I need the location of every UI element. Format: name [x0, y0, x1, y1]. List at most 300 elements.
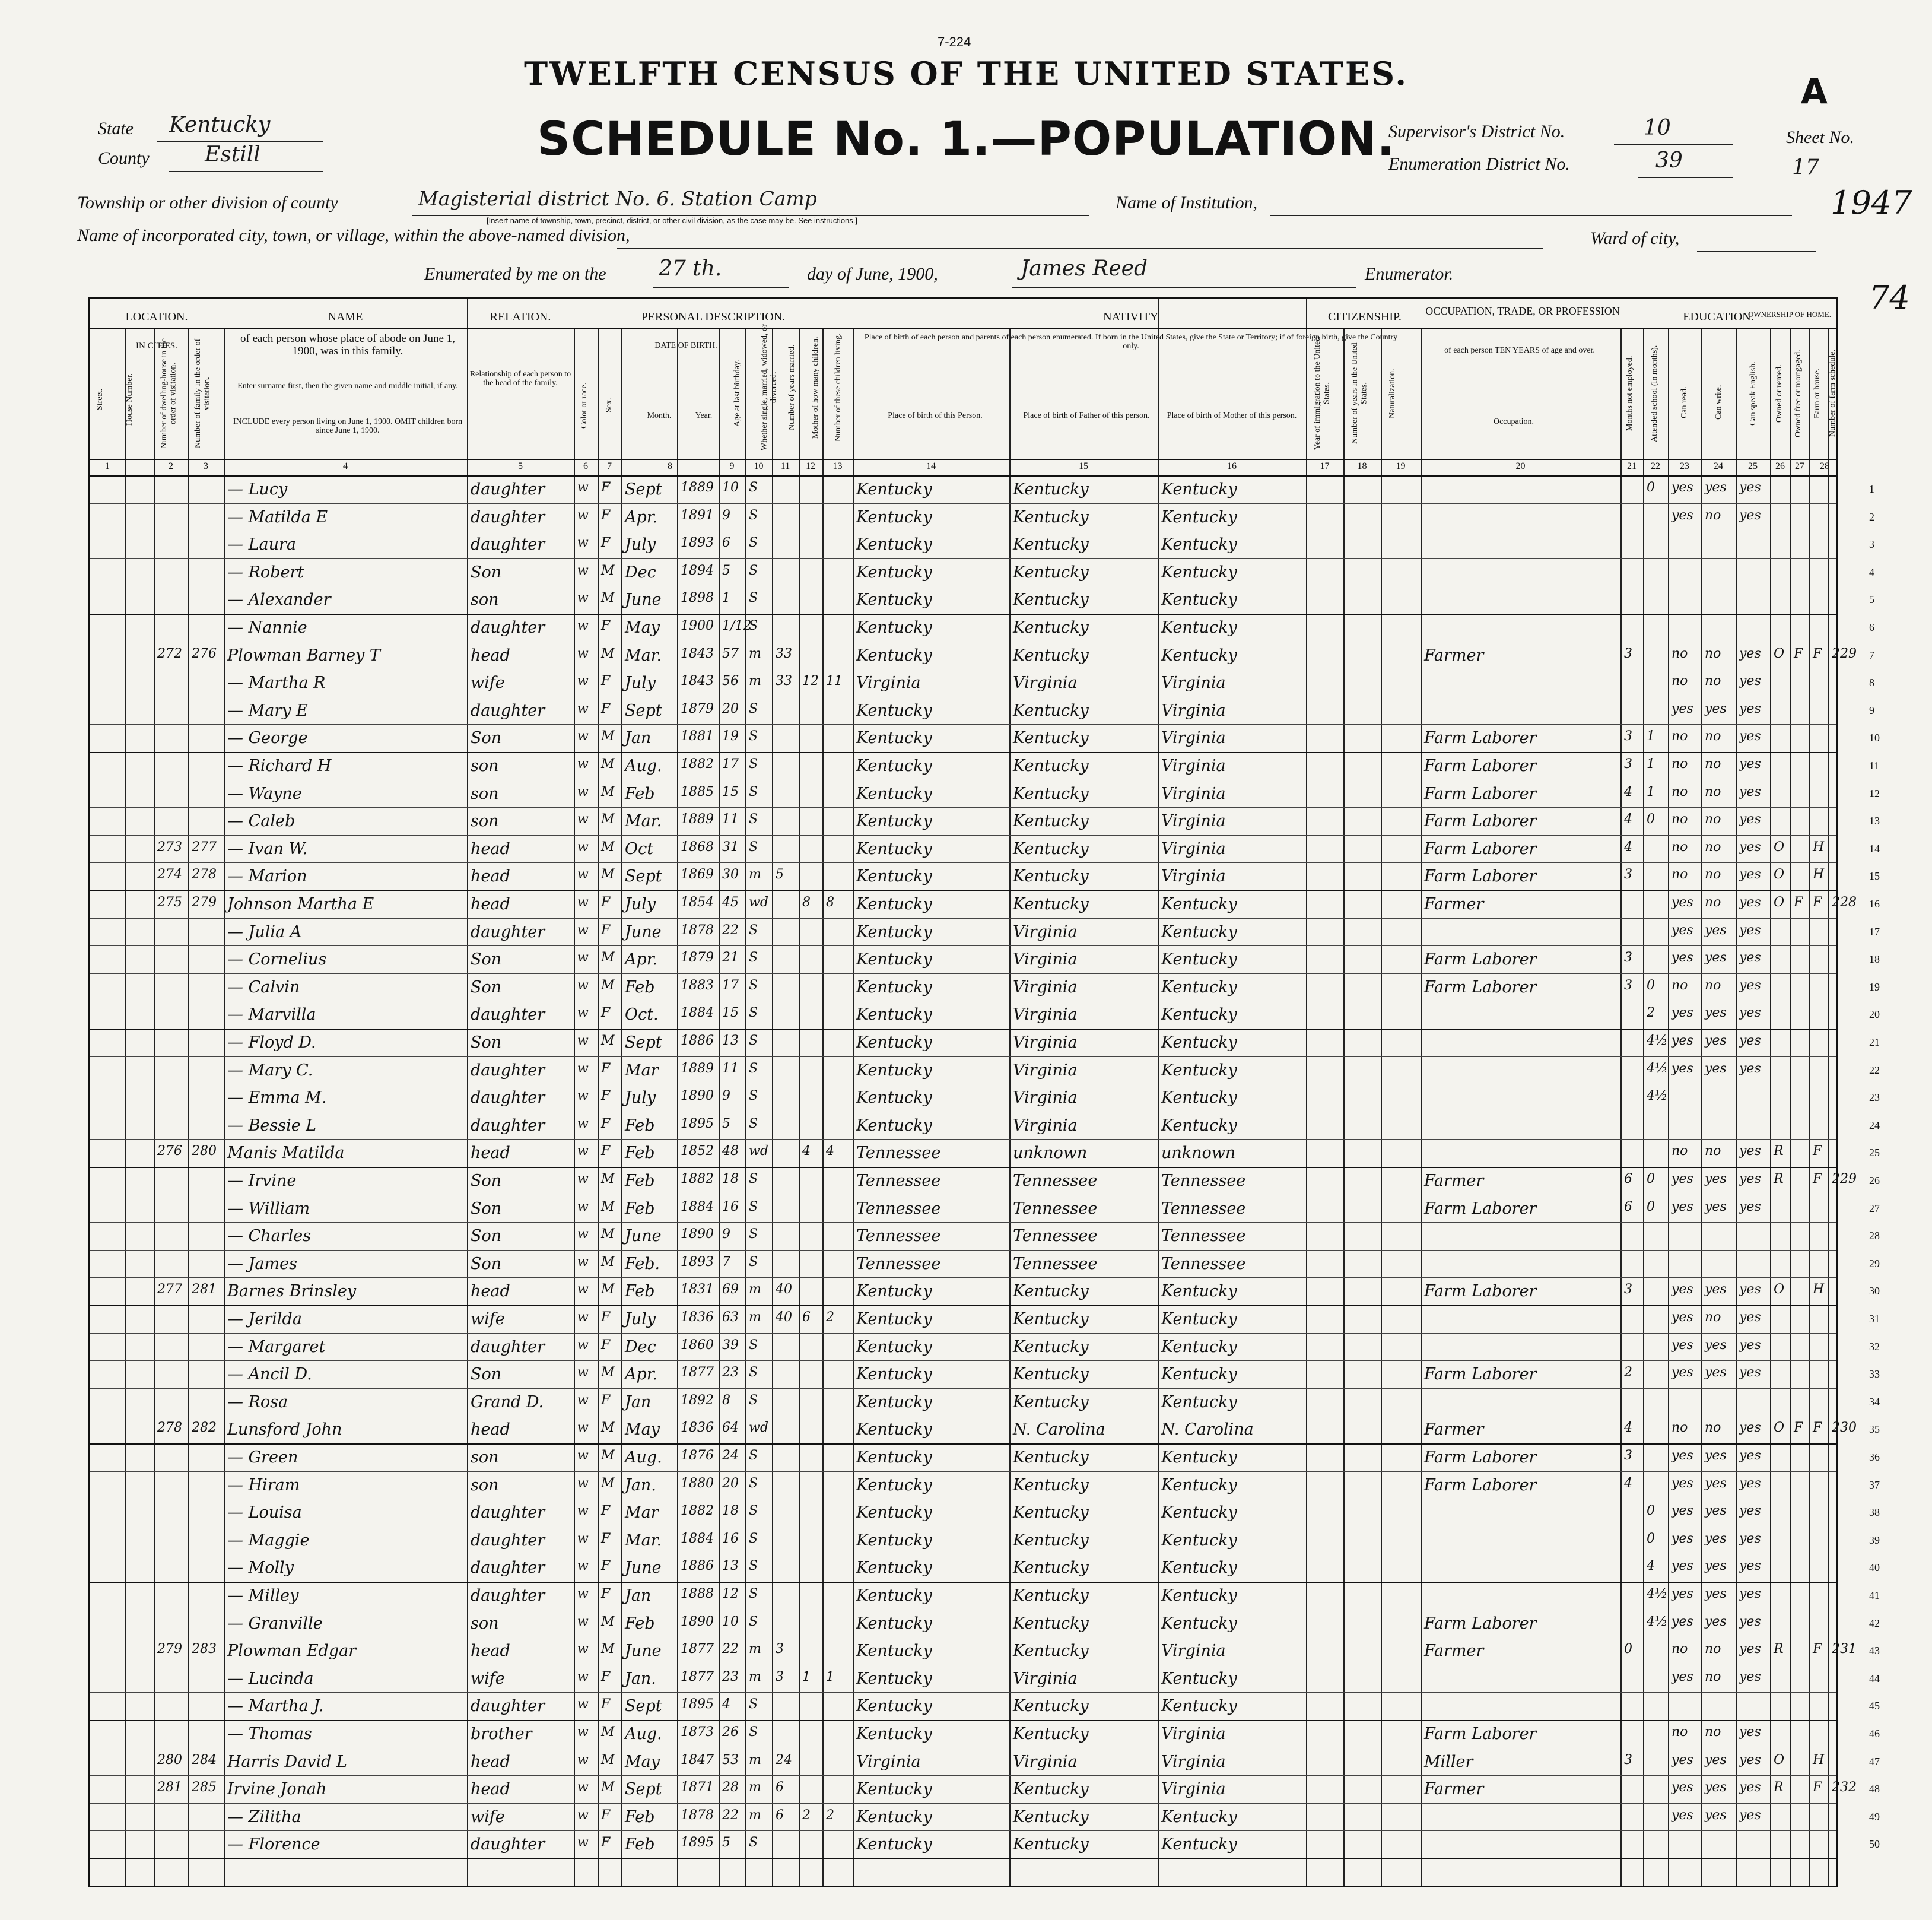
sheet-letter: A [1801, 71, 1828, 112]
column-number: 23 [1680, 461, 1689, 471]
cell-pobm: Virginia [1161, 757, 1226, 775]
cell-pobf: Kentucky [1013, 1365, 1089, 1384]
cell-pob: Tennessee [856, 1144, 941, 1163]
mortgaged-header: Owned free or mortgaged. [1794, 350, 1803, 437]
cell-year: 1869 [681, 867, 714, 883]
cell-name: — Wayne [227, 784, 302, 803]
cell-mar: S [749, 784, 758, 799]
cell-fam: 285 [192, 1780, 217, 1795]
cell-sex: F [601, 507, 611, 523]
cell-year: 1860 [681, 1337, 714, 1353]
cell-name: — Caleb [227, 812, 295, 831]
cell-rel: daughter [471, 618, 545, 637]
cell-mar: S [749, 1448, 758, 1463]
cell-read: yes [1672, 1337, 1693, 1353]
cell-month: Feb. [625, 1254, 660, 1273]
cell-year: 1888 [681, 1586, 714, 1601]
cell-pob: Kentucky [856, 535, 932, 554]
cell-rel: head [471, 895, 510, 913]
cell-mar: S [749, 1725, 758, 1740]
cell-name: — Mary E [227, 701, 308, 720]
cell-pobm: Kentucky [1161, 1697, 1237, 1716]
cell-mar: S [749, 535, 758, 551]
cell-occ: Farm Laborer [1424, 1282, 1537, 1301]
cell-age: 56 [722, 674, 739, 689]
cell-sex: M [601, 867, 615, 883]
cell-write: yes [1705, 1061, 1727, 1076]
cell-mar: S [749, 839, 758, 855]
cell-unemp: 3 [1624, 950, 1632, 966]
institution-underline [1270, 215, 1792, 216]
cell-pob: Kentucky [856, 1669, 932, 1688]
cell-pobm: Kentucky [1161, 1503, 1237, 1522]
page-stamp: 7-224 [938, 34, 971, 49]
cell-sex: M [601, 1642, 615, 1657]
sex-header: Sex. [605, 398, 614, 413]
township-label: Township or other division of county [77, 193, 338, 212]
cell-pobf: N. Carolina [1013, 1420, 1105, 1439]
cell-mar: S [749, 563, 758, 578]
cell-eng: yes [1739, 1752, 1761, 1767]
cell-month: Jan. [625, 1669, 656, 1688]
column-number: 14 [926, 461, 936, 471]
cell-month: Dec [625, 1337, 656, 1356]
row-number: 38 [1869, 1506, 1880, 1519]
cell-ym: 24 [776, 1752, 792, 1767]
cell-pob: Kentucky [856, 757, 932, 775]
cell-sex: F [601, 922, 611, 938]
cell-name: — Lucy [227, 480, 288, 499]
cell-eng: yes [1739, 922, 1761, 938]
cell-fs: 229 [1832, 1172, 1857, 1186]
cell-mar: S [749, 1172, 758, 1186]
cell-mar: S [749, 1061, 758, 1076]
cell-color: w [577, 1420, 589, 1436]
cell-rel: daughter [471, 1116, 545, 1135]
cell-color: w [577, 1503, 589, 1519]
cell-month: Sept [625, 701, 662, 720]
cell-sch: 4½ [1647, 1061, 1668, 1076]
cell-pobm: Virginia [1161, 784, 1226, 803]
cell-rel: Son [471, 950, 502, 969]
row-rule [90, 1305, 1836, 1306]
cell-pob: Kentucky [856, 950, 932, 969]
cell-read: yes [1672, 1807, 1693, 1823]
cell-dw: 275 [157, 895, 182, 910]
cell-fh: F [1813, 1780, 1822, 1795]
cell-month: May [625, 618, 660, 637]
cell-name: — Hiram [227, 1475, 300, 1494]
cell-mar: m [749, 867, 761, 883]
cell-year: 1843 [681, 674, 714, 689]
cell-pob: Kentucky [856, 1475, 932, 1494]
cell-pobm: N. Carolina [1161, 1420, 1254, 1439]
cell-eng: yes [1739, 1282, 1761, 1297]
cell-year: 1889 [681, 480, 714, 495]
cell-pobm: Virginia [1161, 1642, 1226, 1661]
cell-rel: daughter [471, 1503, 545, 1522]
cell-eng: yes [1739, 895, 1761, 910]
cell-color: w [577, 563, 589, 578]
group-citizenship: CITIZENSHIP. [1328, 310, 1402, 323]
cell-pobf: Tennessee [1013, 1227, 1098, 1246]
cell-pobm: Kentucky [1161, 1807, 1237, 1826]
cell-eng: yes [1739, 1310, 1761, 1325]
cell-year: 1895 [681, 1835, 714, 1851]
cell-mo: 12 [802, 674, 819, 689]
cell-eng: yes [1739, 1475, 1761, 1491]
cell-pobm: Kentucky [1161, 1669, 1237, 1688]
sheet-label: Sheet No. [1786, 128, 1854, 147]
cell-ch: 1 [826, 1669, 834, 1684]
cell-occ: Farmer [1424, 895, 1484, 913]
column-number: 3 [204, 461, 208, 471]
cell-unemp: 0 [1624, 1642, 1632, 1657]
cell-mar: S [749, 1835, 758, 1851]
cell-sex: M [601, 1365, 615, 1381]
cell-ch: 2 [826, 1310, 834, 1325]
supervisor-label: Supervisor's District No. [1388, 122, 1565, 141]
cell-pob: Tennessee [856, 1227, 941, 1246]
cell-age: 4 [722, 1697, 730, 1712]
column-rule [1643, 328, 1644, 1886]
cell-read: yes [1672, 1282, 1693, 1297]
cell-month: Oct. [625, 1005, 659, 1024]
cell-dw: 272 [157, 646, 182, 661]
cell-sex: F [601, 618, 611, 633]
cell-unemp: 3 [1624, 1448, 1632, 1463]
cell-read: yes [1672, 701, 1693, 716]
cell-read: yes [1672, 1586, 1693, 1601]
cell-sex: M [601, 1752, 615, 1767]
cell-rel: Son [471, 1172, 502, 1190]
cell-age: 63 [722, 1310, 739, 1325]
cell-color: w [577, 1669, 589, 1684]
cell-read: yes [1672, 1669, 1693, 1684]
cell-read: yes [1672, 1199, 1693, 1214]
cell-write: yes [1705, 1282, 1727, 1297]
row-number: 18 [1869, 953, 1880, 966]
cell-sex: F [601, 480, 611, 495]
cell-ch: 2 [826, 1807, 834, 1823]
cell-fh: F [1813, 1420, 1822, 1436]
cell-pobf: Tennessee [1013, 1254, 1098, 1273]
cell-rel: wife [471, 1807, 505, 1826]
cell-sex: F [601, 1061, 611, 1076]
cell-rel: brother [471, 1725, 532, 1743]
cell-pobf: Virginia [1013, 950, 1078, 969]
cell-pobm: Tennessee [1161, 1172, 1246, 1190]
column-rule [822, 328, 824, 1886]
row-number: 49 [1869, 1810, 1880, 1823]
cell-color: w [577, 1531, 589, 1546]
cell-mort: F [1794, 1420, 1803, 1436]
cell-age: 1/12 [722, 618, 752, 633]
cell-mo: 1 [802, 1669, 811, 1684]
cell-color: w [577, 1586, 589, 1601]
cell-read: no [1672, 674, 1688, 689]
cell-fs: 231 [1832, 1642, 1857, 1657]
can-speak-english-header: Can speak English. [1749, 361, 1758, 426]
cell-ym: 40 [776, 1282, 792, 1297]
cell-year: 1879 [681, 701, 714, 716]
cell-month: June [625, 1642, 662, 1661]
cell-sex: M [601, 1475, 615, 1491]
cell-write: yes [1705, 1807, 1727, 1823]
column-rule [1421, 328, 1422, 1886]
cell-pobf: Kentucky [1013, 507, 1089, 526]
nativity-description: Place of birth of each person and parents of each person enumerated. If born in the United States, give the State or Territory; if of foreign birth, give the Country only. [864, 333, 1398, 351]
cell-pobm: Virginia [1161, 701, 1226, 720]
row-rule [90, 1803, 1836, 1804]
cell-age: 28 [722, 1780, 739, 1795]
cell-eng: yes [1739, 1614, 1761, 1629]
group-relation: RELATION. [490, 310, 551, 323]
cell-mar: S [749, 1088, 758, 1104]
cell-month: Mar [625, 1503, 659, 1522]
cell-color: w [577, 1088, 589, 1104]
cell-mo: 2 [802, 1807, 811, 1823]
cell-write: no [1705, 757, 1721, 772]
cell-ch: 8 [826, 895, 834, 910]
cell-name: — Martha R [227, 674, 326, 693]
row-rule [90, 503, 1836, 504]
cell-month: Apr. [625, 950, 658, 969]
cell-rel: head [471, 646, 510, 665]
cell-pobm: Kentucky [1161, 950, 1237, 969]
cell-age: 11 [722, 812, 739, 827]
cell-pobf: Kentucky [1013, 1780, 1089, 1799]
cell-age: 20 [722, 1475, 739, 1491]
cell-pob: Kentucky [856, 1559, 932, 1578]
cell-fam: 283 [192, 1642, 217, 1657]
cell-mar: S [749, 1559, 758, 1574]
cell-occ: Farm Laborer [1424, 1614, 1537, 1633]
cell-sex: F [601, 1116, 611, 1131]
cell-sex: F [601, 1835, 611, 1851]
cell-pobf: Virginia [1013, 1116, 1078, 1135]
cell-pobf: Kentucky [1013, 1392, 1089, 1411]
cell-pobf: Kentucky [1013, 701, 1089, 720]
cell-write: no [1705, 646, 1721, 661]
cell-write: no [1705, 507, 1721, 523]
cell-name: — Rosa [227, 1392, 288, 1411]
cell-age: 1 [722, 591, 730, 606]
months-unemployed-header: Months not employed. [1625, 356, 1634, 431]
cell-occ: Farm Laborer [1424, 729, 1537, 748]
cell-ym: 5 [776, 867, 784, 883]
pob-person-header: Place of birth of this Person. [888, 411, 983, 420]
column-rule [467, 299, 468, 1886]
cell-pob: Tennessee [856, 1254, 941, 1273]
column-rule [1381, 328, 1382, 1886]
name-note: Enter surname first, then the given name and middle initial, if any. [237, 382, 458, 391]
row-number: 21 [1869, 1036, 1880, 1048]
cell-fam: 279 [192, 895, 217, 910]
row-number: 31 [1869, 1313, 1880, 1325]
header-rule [90, 328, 1836, 329]
cell-name: — Zilitha [227, 1807, 301, 1826]
cell-pob: Kentucky [856, 1033, 932, 1052]
cell-read: yes [1672, 1531, 1693, 1546]
row-rule [90, 1443, 1836, 1445]
cell-pob: Kentucky [856, 1061, 932, 1080]
cell-eng: yes [1739, 839, 1761, 855]
column-number: 25 [1748, 461, 1758, 471]
cell-age: 39 [722, 1337, 739, 1353]
cell-pob: Tennessee [856, 1199, 941, 1218]
row-number: 2 [1869, 510, 1874, 523]
cell-pobm: Kentucky [1161, 480, 1237, 499]
cell-fh: F [1813, 895, 1822, 910]
cell-year: 1873 [681, 1725, 714, 1740]
cell-dw: 280 [157, 1752, 182, 1767]
row-number: 6 [1869, 621, 1874, 633]
cell-pob: Kentucky [856, 618, 932, 637]
cell-age: 19 [722, 729, 739, 744]
cell-eng: yes [1739, 757, 1761, 772]
cell-pobm: Virginia [1161, 729, 1226, 748]
cell-pob: Kentucky [856, 1642, 932, 1661]
cell-month: Sept [625, 1033, 662, 1052]
row-number: 20 [1869, 1008, 1880, 1021]
cell-sch: 1 [1647, 729, 1655, 744]
cell-mar: wd [749, 1144, 768, 1159]
row-number: 23 [1869, 1091, 1880, 1104]
cell-read: yes [1672, 1559, 1693, 1574]
cell-read: yes [1672, 507, 1693, 523]
cell-rel: son [471, 1475, 499, 1494]
cell-month: July [625, 1088, 656, 1107]
row-number: 27 [1869, 1202, 1880, 1214]
cell-mar: S [749, 1503, 758, 1519]
cell-fh: F [1813, 1172, 1822, 1186]
row-number: 7 [1869, 649, 1874, 661]
cell-month: Feb [625, 1807, 655, 1826]
cell-pobm: Tennessee [1161, 1254, 1246, 1273]
row-rule [90, 835, 1836, 836]
cell-mar: m [749, 1642, 761, 1657]
cell-pobf: Tennessee [1013, 1172, 1098, 1190]
cell-occ: Farm Laborer [1424, 839, 1537, 858]
cell-sex: F [601, 1310, 611, 1325]
column-number: 12 [806, 461, 815, 471]
row-rule [90, 1056, 1836, 1057]
cell-write: yes [1705, 1614, 1727, 1629]
cell-unemp: 6 [1624, 1172, 1632, 1186]
row-number: 33 [1869, 1368, 1880, 1381]
cell-year: 1871 [681, 1780, 714, 1795]
cell-color: w [577, 1780, 589, 1795]
cell-read: no [1672, 812, 1688, 827]
column-rule [154, 328, 155, 1886]
column-number: 22 [1651, 461, 1660, 471]
cell-month: Feb [625, 784, 655, 803]
cell-occ: Farm Laborer [1424, 1365, 1537, 1384]
cell-month: July [625, 895, 656, 913]
cell-year: 1885 [681, 784, 714, 799]
age-header: Age at last birthday. [733, 360, 742, 427]
cell-year: 1893 [681, 1254, 714, 1270]
cell-read: no [1672, 1420, 1688, 1436]
cell-mar: S [749, 757, 758, 772]
row-number: 19 [1869, 980, 1880, 993]
cell-pobm: Kentucky [1161, 1061, 1237, 1080]
cell-fam: 282 [192, 1420, 217, 1436]
cell-fh: H [1813, 867, 1825, 883]
cell-rel: Son [471, 1254, 502, 1273]
cell-mar: m [749, 1669, 761, 1684]
row-number: 9 [1869, 704, 1874, 716]
cell-name: — Ancil D. [227, 1365, 312, 1384]
cell-pob: Kentucky [856, 507, 932, 526]
cell-read: yes [1672, 1061, 1693, 1076]
cell-name: — Julia A [227, 922, 302, 941]
cell-fs: 232 [1832, 1780, 1857, 1795]
cell-color: w [577, 1365, 589, 1381]
cell-pobm: Virginia [1161, 1780, 1226, 1799]
cell-own: O [1774, 1752, 1785, 1767]
column-number: 10 [754, 461, 764, 471]
street-header: Street. [96, 388, 104, 411]
township-value: Magisterial district No. 6. Station Camp [418, 187, 817, 210]
cell-rel: son [471, 757, 499, 775]
cell-pob: Tennessee [856, 1172, 941, 1190]
row-number: 42 [1869, 1617, 1880, 1629]
cell-sex: F [601, 535, 611, 551]
row-number: 26 [1869, 1175, 1880, 1186]
cell-color: w [577, 618, 589, 633]
cell-write: no [1705, 1310, 1721, 1325]
cell-unemp: 4 [1624, 1420, 1632, 1436]
cell-eng: yes [1739, 1172, 1761, 1186]
cell-mar: S [749, 1005, 758, 1021]
cell-unemp: 2 [1624, 1365, 1632, 1381]
cell-month: Feb [625, 1199, 655, 1218]
cell-read: yes [1672, 1780, 1693, 1795]
cell-occ: Farm Laborer [1424, 1725, 1537, 1743]
cell-year: 1843 [681, 646, 714, 661]
county-value: Estill [205, 142, 260, 167]
cell-pob: Kentucky [856, 895, 932, 913]
cell-pob: Kentucky [856, 1725, 932, 1743]
cell-occ: Farmer [1424, 1780, 1484, 1799]
cell-name: — Mary C. [227, 1061, 313, 1080]
cell-color: w [577, 1697, 589, 1712]
cell-pob: Kentucky [856, 1282, 932, 1301]
cell-read: yes [1672, 922, 1693, 938]
cell-pobm: Kentucky [1161, 1337, 1237, 1356]
cell-year: 1877 [681, 1669, 714, 1684]
row-number: 11 [1869, 760, 1880, 772]
margin-number-2: 74 [1869, 279, 1910, 316]
cell-rel: Son [471, 729, 502, 748]
cell-name: — Irvine [227, 1172, 297, 1190]
cell-pob: Kentucky [856, 812, 932, 831]
cell-month: June [625, 591, 662, 610]
cell-year: 1890 [681, 1227, 714, 1242]
column-rule [1668, 328, 1669, 1886]
cell-own: R [1774, 1144, 1784, 1159]
cell-rel: son [471, 1614, 499, 1633]
row-number: 35 [1869, 1423, 1880, 1436]
cell-rel: Son [471, 1199, 502, 1218]
cell-pobm: Kentucky [1161, 1392, 1237, 1411]
cell-mar: S [749, 978, 758, 993]
cell-eng: yes [1739, 674, 1761, 689]
cell-name: — Lucinda [227, 1669, 314, 1688]
cell-own: O [1774, 839, 1785, 855]
